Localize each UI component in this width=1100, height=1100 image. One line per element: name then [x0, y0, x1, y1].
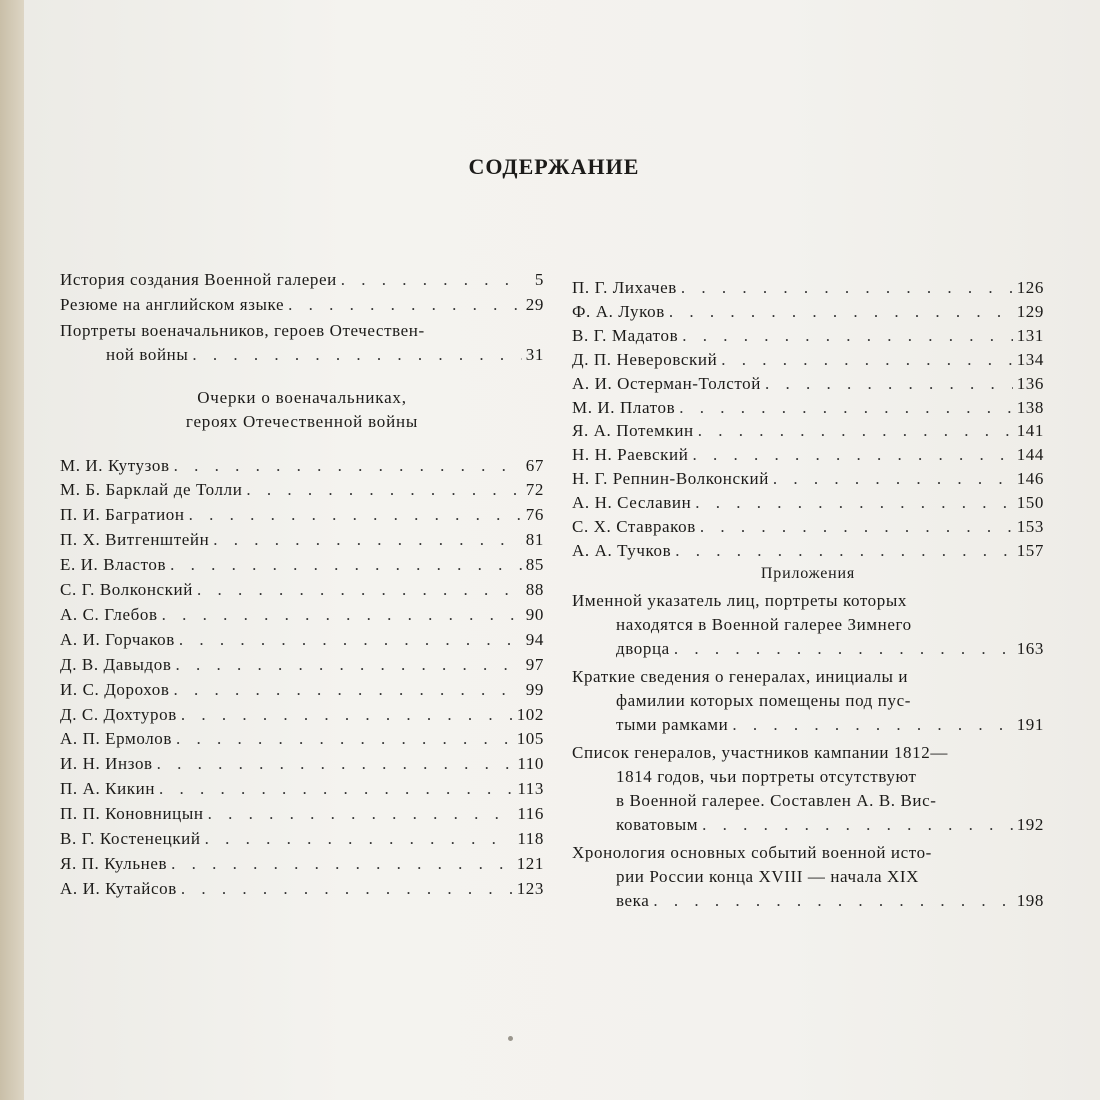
toc-entry-page: 88 — [525, 580, 544, 600]
toc-entry-text: П. П. Коновницын — [60, 804, 204, 824]
appendix-line — [572, 741, 1044, 765]
toc-entry — [60, 268, 544, 293]
toc-entry-text: А. А. Тучков — [572, 540, 672, 560]
leader-dots — [171, 852, 513, 877]
toc-entry — [572, 491, 1044, 515]
appendix-page: 192 — [1016, 814, 1044, 834]
toc-entry-page: 144 — [1016, 445, 1044, 465]
appendix-line-text: Список генералов, участников кампании 1812— — [572, 742, 948, 762]
toc-entry-page: 150 — [1016, 493, 1044, 513]
appendix-line-text: тыми рамками — [616, 714, 729, 734]
toc-entry-page: 110 — [517, 754, 544, 774]
leader-dots — [675, 539, 1012, 563]
toc-entry-text: П. Х. Витгенштейн — [60, 530, 210, 550]
leader-dots — [732, 713, 1012, 737]
appendix-line-text: коватовым — [616, 814, 699, 834]
appendix-line-text: фамилии которых помещены под пус- — [616, 690, 911, 710]
appendix-line — [572, 841, 1044, 865]
appendix-line-text: рии России конца XVIII — начала XIX — [616, 866, 920, 886]
leader-dots — [341, 268, 526, 293]
toc-entry — [60, 678, 544, 703]
leader-dots — [181, 703, 513, 728]
leader-dots — [170, 553, 522, 578]
toc-entry-text: История создания Военной галереи — [60, 270, 337, 289]
toc-entry — [572, 300, 1044, 324]
toc-entry — [60, 454, 544, 479]
toc-entry-page: 76 — [525, 505, 544, 525]
toc-entry — [572, 348, 1044, 372]
toc-entry-page: 134 — [1016, 349, 1044, 369]
appendix-line-text: 1814 годов, чьи портреты отсутствуют — [616, 766, 917, 786]
toc-entry — [60, 727, 544, 752]
section-heading — [60, 386, 544, 434]
leader-dots — [159, 777, 513, 802]
toc-entry-line: ной войны — [106, 345, 189, 364]
toc-entry-page: 81 — [525, 530, 544, 550]
leader-dots — [157, 752, 514, 777]
leader-dots — [681, 276, 1013, 300]
toc-entry — [60, 503, 544, 528]
appendix-line — [572, 689, 1044, 713]
toc-entry — [572, 467, 1044, 491]
toc-entry-page: 129 — [1016, 301, 1044, 321]
toc-entry-text: М. Б. Барклай де Толли — [60, 480, 243, 500]
leader-dots — [173, 678, 521, 703]
appendix-line-text: Хронология основных событий военной исто- — [572, 842, 932, 862]
toc-entry-text: Ф. А. Луков — [572, 301, 665, 321]
leader-dots — [181, 877, 513, 902]
toc-entry-page: 126 — [1016, 278, 1044, 297]
leader-dots — [176, 653, 522, 678]
appendix-line — [572, 613, 1044, 637]
toc-entry-text: Е. И. Властов — [60, 555, 167, 575]
toc-entry — [60, 752, 544, 777]
toc-entry-page: 102 — [516, 704, 544, 724]
leader-dots — [653, 889, 1012, 913]
toc-entry-text: А. Н. Сеславин — [572, 493, 692, 513]
toc-entry — [60, 877, 544, 902]
leader-dots — [773, 467, 1013, 491]
appendix-line-text: Именной указатель лиц, портреты которых — [572, 590, 907, 610]
appendix-line-text: века — [616, 890, 650, 910]
appendix-line — [572, 865, 1044, 889]
toc-entry-text: М. И. Платов — [572, 397, 676, 417]
appendix-entry — [572, 665, 1044, 737]
toc-entry-text: Д. П. Неверовский — [572, 349, 718, 369]
toc-entry-text: А. И. Кутайсов — [60, 878, 177, 898]
toc-entry-page: 67 — [525, 455, 544, 475]
left-column — [60, 268, 544, 902]
toc-entry-page: 85 — [525, 555, 544, 575]
people-list — [572, 276, 1044, 563]
toc-entry-text: В. Г. Мадатов — [572, 325, 679, 345]
toc-entry-page: 118 — [517, 829, 544, 849]
appendix-line-text: в Военной галерее. Составлен А. В. Вис- — [616, 790, 937, 810]
appendix-last-line — [572, 713, 1044, 737]
toc-entry-text: С. Г. Волконский — [60, 580, 193, 600]
appendix-line — [572, 765, 1044, 789]
toc-entry-line: Портреты военачальников, героев Отечествен- — [60, 321, 425, 340]
toc-entry-page: 94 — [525, 629, 544, 649]
leader-dots — [288, 293, 522, 318]
toc-entry — [60, 852, 544, 877]
toc-entry-page: 31 — [525, 345, 544, 364]
toc-entry-text: И. С. Дорохов — [60, 679, 170, 699]
toc-entry-page: 157 — [1016, 540, 1044, 560]
leader-dots — [682, 324, 1012, 348]
leader-dots — [197, 578, 522, 603]
toc-entry-text: Я. А. Потемкин — [572, 421, 694, 441]
appendix-line-text: дворца — [616, 638, 670, 658]
toc-entry — [60, 603, 544, 628]
toc-entry-page: 131 — [1016, 325, 1044, 345]
toc-entry-page: 121 — [516, 854, 544, 873]
book-gutter — [0, 0, 24, 1100]
appendix-last-line — [572, 637, 1044, 661]
toc-entry — [60, 802, 544, 827]
toc-entry-text: Н. Г. Репнин-Волконский — [572, 469, 769, 489]
toc-entry — [572, 396, 1044, 420]
toc-entry — [60, 553, 544, 578]
toc-entry-text: П. И. Багратион — [60, 505, 185, 525]
appendix-line — [572, 589, 1044, 613]
toc-entry — [572, 276, 1044, 300]
toc-entry-text: П. А. Кикин — [60, 779, 156, 799]
toc-entry-text: М. И. Кутузов — [60, 455, 170, 475]
appendix-entry — [572, 741, 1044, 837]
toc-entry-text: А. И. Горчаков — [60, 629, 175, 649]
toc-entry — [60, 528, 544, 553]
appendix-line-text: Краткие сведения о генералах, инициалы и — [572, 666, 909, 686]
leader-dots — [179, 628, 522, 653]
toc-entry-page: 29 — [525, 294, 544, 314]
toc-entry-page: 113 — [517, 779, 544, 799]
toc-entry-page: 138 — [1016, 397, 1044, 417]
leader-dots — [765, 372, 1013, 396]
toc-entry — [60, 653, 544, 678]
appendix-last-line — [572, 813, 1044, 837]
leader-dots — [698, 419, 1013, 443]
appendix-page: 191 — [1016, 714, 1044, 734]
leader-dots — [176, 727, 513, 752]
toc-entry-page: 116 — [517, 804, 544, 824]
toc-entry — [572, 443, 1044, 467]
section-heading-line: героях Отечественной войны — [185, 411, 419, 431]
toc-entry-page: 153 — [1016, 517, 1044, 537]
leader-dots — [189, 503, 522, 528]
toc-entry-text: Д. С. Дохтуров — [60, 704, 177, 724]
toc-entry-page: 99 — [525, 679, 544, 699]
appendix-line-text: находятся в Военной галерее Зимнего — [616, 614, 912, 634]
toc-entry — [60, 293, 544, 318]
section-heading-line: Очерки о военачальниках, — [197, 387, 407, 407]
leader-dots — [162, 603, 522, 628]
toc-entry-page: 105 — [516, 729, 544, 749]
toc-entry-text: Н. Н. Раевский — [572, 445, 689, 465]
toc-entry-text: Резюме на английском языке — [60, 294, 285, 314]
leader-dots — [213, 528, 522, 553]
toc-entry — [572, 372, 1044, 396]
toc-entry-text: С. Х. Ставраков — [572, 517, 696, 537]
appendix-list — [572, 589, 1044, 913]
toc-entry-text: А. П. Ермолов — [60, 729, 173, 749]
toc-entry-page: 5 — [534, 270, 544, 289]
appendix-line — [572, 789, 1044, 813]
toc-entry — [60, 827, 544, 852]
toc-entry-page: 146 — [1016, 469, 1044, 489]
page-title: СОДЕРЖАНИЕ — [468, 154, 640, 179]
toc-entry-text: А. И. Остерман-Толстой — [572, 373, 761, 393]
leader-dots — [721, 348, 1012, 372]
leader-dots — [674, 637, 1013, 661]
leader-dots — [679, 396, 1012, 420]
toc-entry-page: 141 — [1016, 421, 1044, 441]
toc-entry — [60, 578, 544, 603]
leader-dots — [695, 491, 1012, 515]
toc-entry-text: А. С. Глебов — [60, 604, 158, 624]
toc-entry-text: В. Г. Костенецкий — [60, 829, 201, 849]
leader-dots — [702, 813, 1013, 837]
toc-entry-text: Д. В. Давыдов — [60, 654, 172, 674]
toc-entry-page: 72 — [525, 480, 544, 500]
leader-dots — [692, 443, 1012, 467]
appendix-line — [572, 665, 1044, 689]
book-page — [24, 0, 1100, 1100]
appendix-page: 198 — [1016, 890, 1044, 910]
page-speck — [508, 1036, 513, 1041]
appendix-page: 163 — [1016, 638, 1044, 658]
leader-dots — [246, 478, 521, 503]
toc-entry — [572, 539, 1044, 563]
toc-entry — [60, 628, 544, 653]
right-column — [572, 276, 1044, 915]
people-list — [60, 454, 544, 902]
toc-entry — [60, 478, 544, 503]
toc-entry-page: 97 — [525, 654, 544, 674]
toc-entry-page: 136 — [1016, 373, 1044, 393]
appendix-last-line — [572, 889, 1044, 913]
appendix-entry — [572, 841, 1044, 913]
toc-entry-page: 90 — [525, 604, 544, 624]
leader-dots — [700, 515, 1013, 539]
toc-entry-page: 123 — [516, 878, 544, 898]
leader-dots — [669, 300, 1013, 324]
appendix-entry — [572, 589, 1044, 661]
toc-entry — [60, 777, 544, 802]
toc-entry-text: П. Г. Лихачев — [572, 278, 677, 297]
leader-dots — [192, 343, 521, 368]
toc-entry-text: Я. П. Кульнев — [60, 854, 168, 873]
leader-dots — [174, 454, 522, 479]
toc-entry-portraits — [60, 319, 544, 368]
toc-entry-continuation — [60, 343, 544, 368]
toc-entry-text: И. Н. Инзов — [60, 754, 153, 774]
toc-entry — [572, 324, 1044, 348]
leader-dots — [205, 827, 514, 852]
toc-entry — [572, 419, 1044, 443]
toc-entry — [572, 515, 1044, 539]
toc-entry — [60, 703, 544, 728]
leader-dots — [208, 802, 514, 827]
appendix-heading: Приложения — [760, 564, 856, 582]
